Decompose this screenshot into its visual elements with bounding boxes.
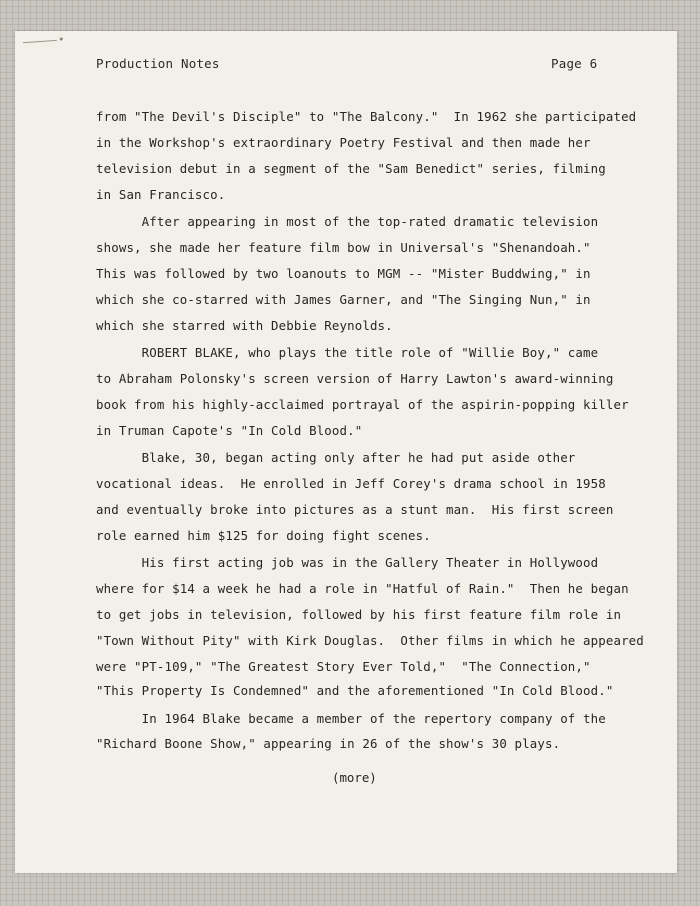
text-line: After appearing in most of the top-rated dramatic television [96, 214, 599, 229]
text-line: This was followed by two loanouts to MGM -- "Mister Buddwing," in [96, 266, 591, 281]
text-line: "Richard Boone Show," appearing in 26 of the show's 30 plays. [96, 736, 561, 751]
text-line: His first acting job was in the Gallery Theater in Hollywood [96, 555, 599, 570]
text-line: In 1964 Blake became a member of the repertory company of the [96, 711, 606, 726]
text-line: and eventually broke into pictures as a stunt man. His first screen [96, 502, 614, 517]
continued-marker: (more) [332, 770, 377, 785]
text-line: Blake, 30, began acting only after he had put aside other [96, 450, 576, 465]
text-line: television debut in a segment of the "Sam Benedict" series, filming [96, 161, 606, 176]
text-line: role earned him $125 for doing fight scenes. [96, 528, 431, 543]
document-page [15, 31, 677, 873]
text-line: from "The Devil's Disciple" to "The Balcony." In 1962 she participated [96, 109, 637, 124]
text-line: which she co-starred with James Garner, and "The Singing Nun," in [96, 292, 591, 307]
text-line: vocational ideas. He enrolled in Jeff Corey's drama school in 1958 [96, 476, 606, 491]
page-number: Page 6 [551, 56, 598, 71]
text-line: which she starred with Debbie Reynolds. [96, 318, 393, 333]
document-title: Production Notes [96, 56, 220, 71]
text-line: were "PT-109," "The Greatest Story Ever Told," "The Connection," [96, 659, 591, 674]
text-line: book from his highly-acclaimed portrayal of the aspirin-popping killer [96, 397, 629, 412]
text-line: to get jobs in television, followed by his first feature film role in [96, 607, 622, 622]
text-line: to Abraham Polonsky's screen version of Harry Lawton's award-winning [96, 371, 614, 386]
staple-mark [23, 40, 57, 47]
text-line: "Town Without Pity" with Kirk Douglas. Other films in which he appeared [96, 633, 644, 648]
text-line: ROBERT BLAKE, who plays the title role of "Willie Boy," came [96, 345, 599, 360]
text-line: shows, she made her feature film bow in Universal's "Shenandoah." [96, 240, 591, 255]
text-line: in the Workshop's extraordinary Poetry Festival and then made her [96, 135, 591, 150]
text-line: in Truman Capote's "In Cold Blood." [96, 423, 363, 438]
text-line: "This Property Is Condemned" and the aforementioned "In Cold Blood." [96, 683, 614, 698]
text-line: in San Francisco. [96, 187, 226, 202]
text-line: where for $14 a week he had a role in "Hatful of Rain." Then he began [96, 581, 629, 596]
